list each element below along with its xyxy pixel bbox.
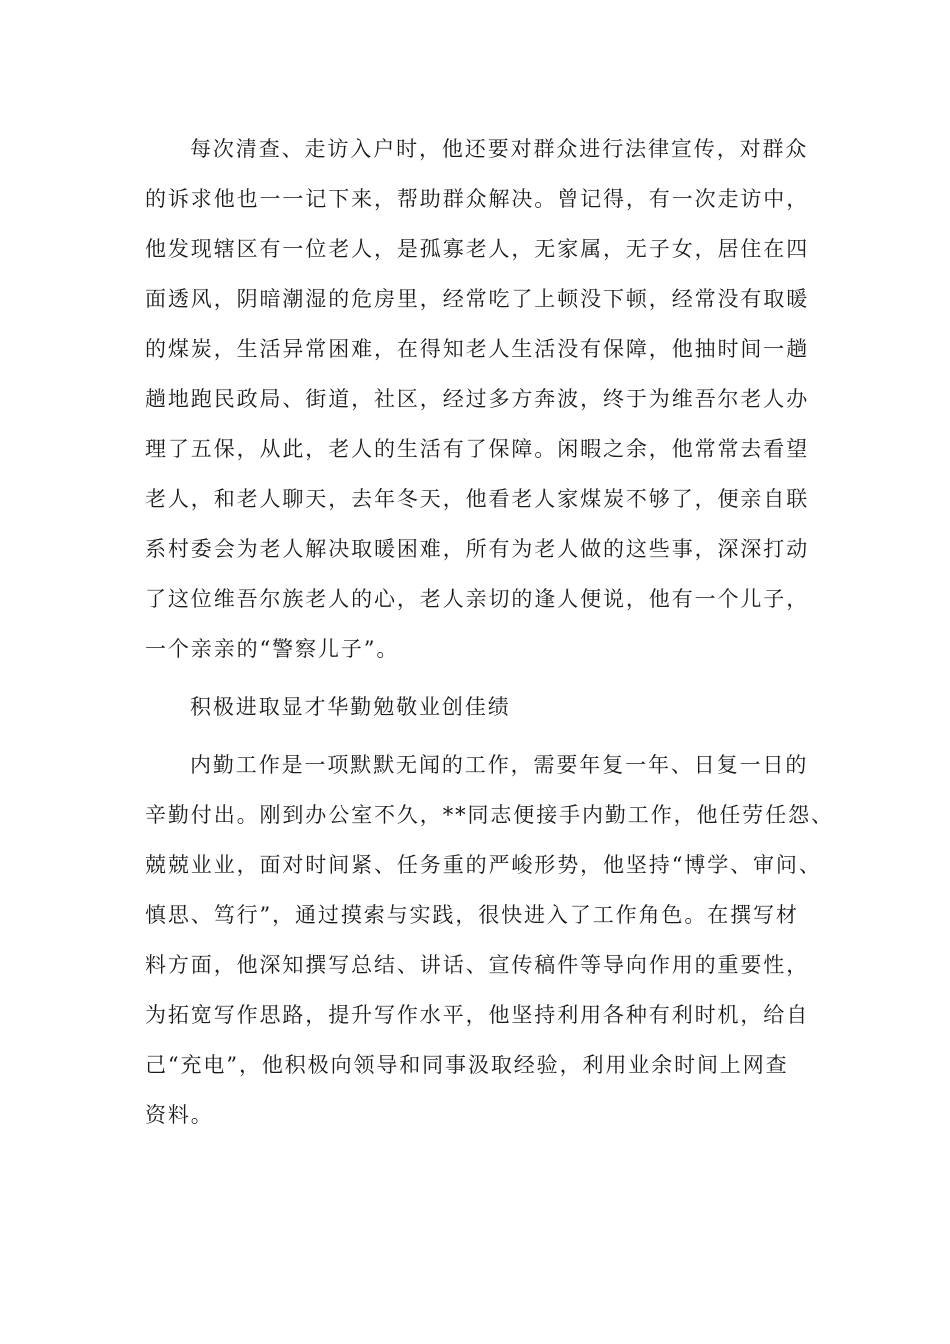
- paragraph-2-line-1: 内勤工作是一项默默无闻的工作，需要年复一年、日复一日的: [190, 753, 809, 777]
- paragraph-1-line-9: 系村委会为老人解决取暖困难，所有为老人做的这些事，深深打动: [145, 537, 810, 561]
- paragraph-1-line-6: 趟地跑民政局、街道，社区，经过多方奔波，终于为维吾尔老人办: [145, 387, 810, 411]
- paragraph-1-line-2: 的诉求他也一一记下来，帮助群众解决。曾记得，有一次走访中，: [145, 187, 810, 211]
- paragraph-1-line-8: 老人，和老人聊天，去年冬天，他看老人家煤炭不够了，便亲自联: [145, 487, 810, 511]
- paragraph-2-line-6: 为拓宽写作思路，提升写作水平，他坚持利用各种有利时机，给自: [145, 1003, 810, 1027]
- paragraph-1-line-1: 每次清查、走访入户时，他还要对群众进行法律宣传，对群众: [190, 137, 809, 161]
- paragraph-1-line-5: 的煤炭，生活异常困难，在得知老人生活没有保障，他抽时间一趟: [145, 337, 810, 361]
- section-heading: 积极进取显才华勤勉敬业创佳绩: [190, 695, 511, 719]
- paragraph-2-line-3: 兢兢业业，面对时间紧、任务重的严峻形势，他坚持“博学、审问、: [145, 853, 822, 877]
- paragraph-1-line-4: 面透风，阴暗潮湿的危房里，经常吃了上顿没下顿，经常没有取暖: [145, 287, 810, 311]
- paragraph-1-line-3: 他发现辖区有一位老人，是孤寡老人，无家属，无子女，居住在四: [145, 237, 810, 261]
- paragraph-2-line-7: 己“充电”，他积极向领导和同事汲取经验，利用业余时间上网查: [145, 1053, 789, 1077]
- paragraph-2-line-4: 慎思、笃行”，通过摸索与实践，很快进入了工作角色。在撰写材: [145, 903, 799, 927]
- paragraph-2-line-5: 料方面，他深知撰写总结、讲话、宣传稿件等导向作用的重要性，: [145, 953, 810, 977]
- paragraph-1-line-7: 理了五保，从此，老人的生活有了保障。闲暇之余，他常常去看望: [145, 437, 810, 461]
- paragraph-2-line-8: 资料。: [145, 1103, 214, 1127]
- paragraph-1-line-11: 一个亲亲的“警察儿子”。: [145, 637, 400, 661]
- paragraph-2-line-2: 辛勤付出。刚到办公室不久，**同志便接手内勤工作，他任劳任怨、: [145, 803, 834, 827]
- paragraph-1-line-10: 了这位维吾尔族老人的心，老人亲切的逢人便说，他有一个儿子，: [145, 587, 810, 611]
